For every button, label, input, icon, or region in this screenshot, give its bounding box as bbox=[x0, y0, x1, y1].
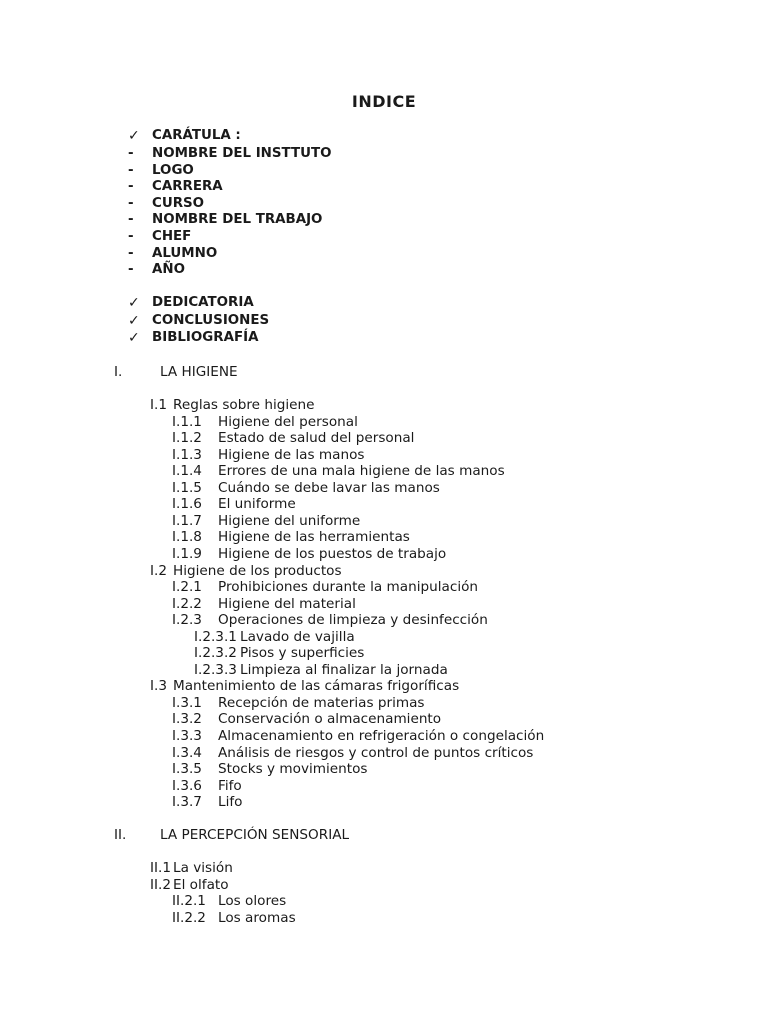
entry-number: I.2.2 bbox=[172, 595, 202, 612]
caratula-item-text: CARRERA bbox=[152, 179, 223, 195]
index-entry-text: Almacenamiento en refrigeración o congelación bbox=[218, 728, 545, 744]
caratula-item-text: LOGO bbox=[152, 162, 194, 178]
index-entry-text: Higiene del personal bbox=[218, 413, 358, 430]
entry-number: I.1.6 bbox=[172, 496, 202, 513]
entry-number: I.1.3 bbox=[172, 446, 202, 463]
index-entry-text: Higiene de las manos bbox=[218, 446, 365, 463]
index-entry-text: Los olores bbox=[218, 893, 287, 910]
index-entry-text: Prohibiciones durante la manipulación bbox=[218, 579, 479, 596]
index-entry-text: Operaciones de limpieza y desinfección bbox=[218, 612, 488, 629]
index-entry-text: Higiene del material bbox=[218, 595, 356, 612]
index-entry-text: Estado de salud del personal bbox=[218, 430, 415, 447]
index-entry-text: Reglas sobre higiene bbox=[173, 397, 315, 413]
entry-number: I.3 bbox=[150, 678, 167, 695]
index-entry-text: Lavado de vajilla bbox=[240, 628, 355, 645]
entry-number: I.2.3.1 bbox=[194, 628, 237, 645]
index-entry-text: Higiene de los productos bbox=[173, 562, 342, 579]
caratula-item-text: CHEF bbox=[152, 229, 192, 244]
index-entry-text: Fifo bbox=[218, 777, 242, 794]
checked-item-text: DEDICATORIA bbox=[152, 295, 254, 310]
index-entry-text: Higiene de los puestos de trabajo bbox=[218, 545, 447, 562]
entry-number: I.2.3.2 bbox=[194, 645, 237, 662]
dash-bullet: - bbox=[128, 229, 134, 244]
index-entry-text: Stocks y movimientos bbox=[218, 761, 368, 778]
entry-number: I.2.1 bbox=[172, 579, 202, 596]
index-entry-text: Lifo bbox=[218, 794, 243, 811]
entry-number: I.1.9 bbox=[172, 545, 202, 562]
entry-number: I.1 bbox=[150, 397, 167, 413]
dash-bullet: - bbox=[128, 146, 134, 161]
entry-number: I.3.1 bbox=[172, 694, 202, 711]
entry-number: I.1.1 bbox=[172, 413, 202, 430]
entry-number: I.1.2 bbox=[172, 430, 202, 447]
dash-bullet: - bbox=[128, 262, 134, 278]
entry-number: I.3.7 bbox=[172, 794, 202, 811]
index-entry-text: El uniforme bbox=[218, 496, 296, 513]
section-number: I. bbox=[114, 364, 123, 380]
index-entry-text: Mantenimiento de las cámaras frigoríficas bbox=[173, 678, 460, 695]
entry-number: I.3.5 bbox=[172, 761, 202, 778]
caratula-item-text: NOMBRE DEL TRABAJO bbox=[152, 212, 323, 228]
dash-bullet: - bbox=[128, 162, 134, 178]
dash-bullet: - bbox=[128, 179, 134, 195]
dash-bullet: - bbox=[128, 212, 134, 228]
caratula-item-text: AÑO bbox=[152, 262, 185, 278]
section-heading-text: LA HIGIENE bbox=[160, 364, 238, 380]
entry-number: I.3.3 bbox=[172, 728, 202, 744]
index-entry-text: La visión bbox=[173, 860, 233, 876]
caratula-heading-text: CARÁTULA : bbox=[152, 128, 241, 143]
section-number: II. bbox=[114, 827, 127, 843]
dash-bullet: - bbox=[128, 245, 134, 261]
entry-number: I.3.2 bbox=[172, 711, 202, 728]
checked-item-text: CONCLUSIONES bbox=[152, 312, 270, 328]
check-icon: ✓ bbox=[128, 295, 140, 311]
check-icon: ✓ bbox=[128, 330, 140, 346]
entry-number: II.2.1 bbox=[172, 893, 206, 910]
dash-bullet: - bbox=[128, 195, 134, 211]
index-entry-text: Limpieza al finalizar la jornada bbox=[240, 661, 448, 678]
entry-number: II.2 bbox=[150, 876, 171, 893]
check-icon: ✓ bbox=[128, 312, 140, 329]
section-heading-text: LA PERCEPCIÓN SENSORIAL bbox=[160, 827, 350, 843]
checked-item-text: BIBLIOGRAFÍA bbox=[152, 330, 259, 345]
index-entry-text: Higiene del uniforme bbox=[218, 512, 361, 529]
entry-number: I.1.8 bbox=[172, 529, 202, 546]
entry-number: I.2.3 bbox=[172, 612, 202, 629]
index-entry-text: Los aromas bbox=[218, 909, 296, 926]
page-title: INDICE bbox=[351, 92, 417, 111]
entry-number: I.3.6 bbox=[172, 777, 202, 794]
caratula-item-text: ALUMNO bbox=[152, 245, 218, 261]
index-entry-text: Análisis de riesgos y control de puntos críticos bbox=[218, 744, 534, 761]
entry-number: I.2.3.3 bbox=[194, 661, 237, 678]
entry-number: I.2 bbox=[150, 562, 167, 579]
entry-number: I.3.4 bbox=[172, 744, 202, 761]
index-entry-text: Recepción de materias primas bbox=[218, 694, 425, 711]
caratula-item-text: CURSO bbox=[152, 195, 205, 211]
caratula-item-text: NOMBRE DEL INSTTUTO bbox=[152, 146, 332, 161]
check-icon: ✓ bbox=[128, 128, 140, 144]
entry-number: I.1.5 bbox=[172, 479, 202, 496]
index-entry-text: Higiene de las herramientas bbox=[218, 529, 410, 546]
index-entry-text: El olfato bbox=[173, 876, 229, 893]
index-entry-text: Cuándo se debe lavar las manos bbox=[218, 479, 440, 496]
entry-number: I.1.7 bbox=[172, 512, 202, 529]
index-entry-text: Pisos y superficies bbox=[240, 645, 365, 662]
index-entry-text: Errores de una mala higiene de las manos bbox=[218, 463, 505, 480]
entry-number: II.2.2 bbox=[172, 909, 206, 926]
entry-number: I.1.4 bbox=[172, 463, 202, 480]
index-entry-text: Conservación o almacenamiento bbox=[218, 711, 442, 728]
entry-number: II.1 bbox=[150, 860, 171, 876]
